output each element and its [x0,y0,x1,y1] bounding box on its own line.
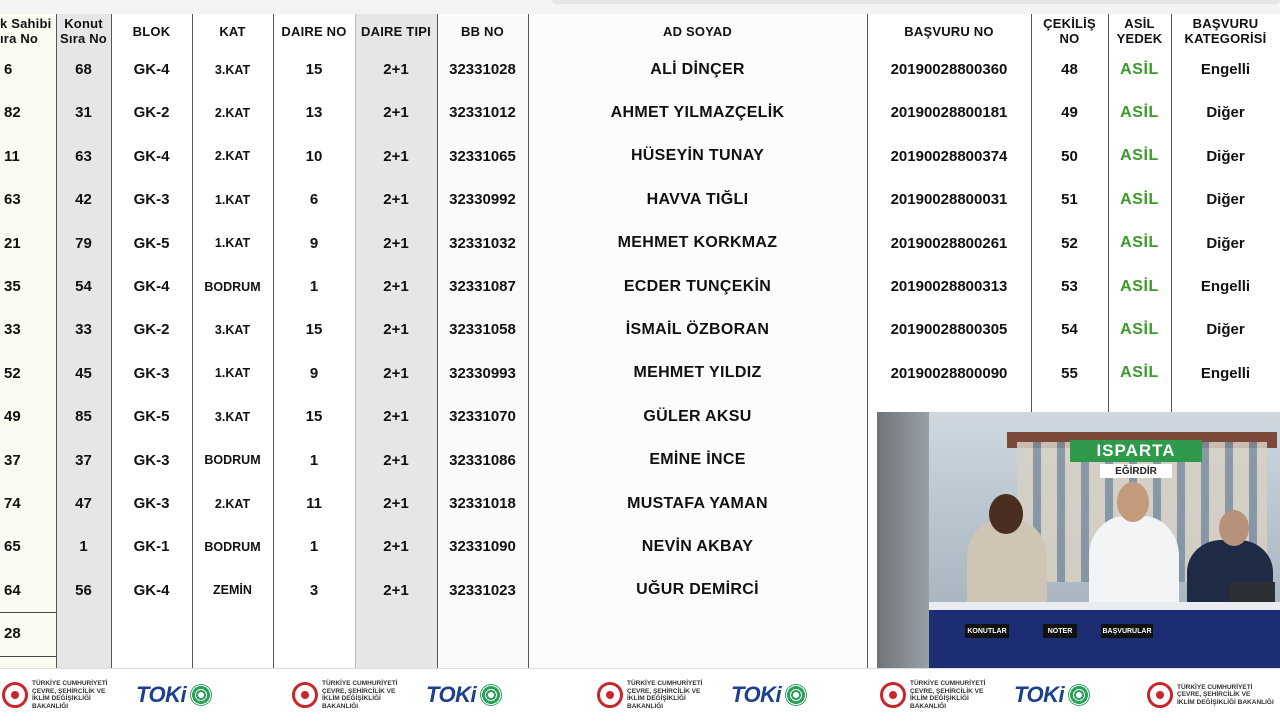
cell-basvuru-no: 20190028800360 [890,61,1008,78]
cell-daire-tipi: 2+1 [383,495,409,512]
live-video-overlay [877,412,1280,668]
ministry-seal-icon [1147,682,1173,708]
table-row [0,265,1280,308]
logo-group [2,675,212,715]
cell-basvuru-kategorisi: Diğer [1206,191,1245,209]
ministry-seal-icon [880,682,906,708]
logo-group [1147,675,1277,715]
presenter-woman [967,520,1047,615]
cell-cekilis-no: 51 [1061,191,1078,209]
cell-kat: 1.KAT [214,236,251,251]
cell-basvuru-kategorisi: Diğer [1206,321,1245,339]
header-cekilis-no: ÇEKİLİŞ NO [1043,16,1096,46]
cell-basvuru-kategorisi: Diğer [1206,104,1245,122]
cell-basvuru-no: 20190028800374 [890,147,1008,165]
cell-bb-no: 32331065 [449,147,516,165]
cell-asil-yedek: ASİL [1120,60,1159,78]
toki-logo: TOKi [731,682,782,707]
cell-basvuru-no: 20190028800090 [890,364,1008,382]
cell-daire-no: 1 [309,278,319,295]
cell-blok: GK-3 [133,451,170,469]
cell-hak-sahibi: 49 [4,408,21,426]
cell-basvuru-kategorisi: Diğer [1206,234,1245,252]
cell-ad-soyad: HÜSEYİN TUNAY [630,147,765,165]
cell-cekilis-no: 52 [1061,234,1078,252]
cell-daire-no: 1 [309,538,319,556]
ministry-text: TÜRKİYE CUMHURİYETİ ÇEVRE, ŞEHİRCİLİK VE İKLİM DEĞİŞİKLİĞİ BAKANLIĞI [1177,683,1274,706]
cell-daire-no: 15 [305,321,323,339]
cell-konut-sira: 68 [75,61,92,78]
cell-blok: GK-2 [133,321,170,339]
video-desk [929,610,1280,668]
header-basvuru-kategorisi: BAŞVURU KATEGORİSİ [1184,16,1267,46]
cell-ad-soyad: MUSTAFA YAMAN [627,494,768,512]
cell-ad-soyad: ALİ DİNÇER [650,60,745,78]
cell-daire-tipi: 2+1 [383,538,409,556]
cell-blok: GK-1 [133,538,170,556]
cell-daire-tipi: 2+1 [383,278,409,295]
footer-logos [0,668,1280,721]
cell-kat: ZEMİN [213,583,252,598]
toki-logo: TOKi [426,682,477,707]
cell-kat: 2.KAT [214,149,251,164]
cell-kat: 3.KAT [214,409,251,424]
toki-burst-icon [1068,684,1090,706]
header-daire-tipi: DAIRE TIPI [361,23,431,39]
cell-konut-sira: 33 [75,321,92,339]
cell-asil-yedek: ASİL [1120,320,1159,338]
toki-burst-icon [190,684,212,706]
cell-basvuru-no: 20190028800031 [890,191,1008,209]
cell-konut-sira: 37 [75,451,92,469]
cell-basvuru-no: 20190028800261 [890,234,1008,252]
video-city-banner: ISPARTA [1070,440,1202,462]
cell-bb-no: 32331028 [449,61,516,78]
cell-hak-sahibi: 65 [4,538,21,556]
cell-daire-no: 9 [309,364,319,382]
top-bar [0,0,1280,14]
toki-logo: TOKi [136,682,187,707]
cell-daire-no: 9 [309,234,319,252]
cell-basvuru-kategorisi: Diğer [1206,147,1245,165]
presenter-woman-head [989,494,1023,534]
cell-bb-no: 32331018 [449,495,516,512]
table-row [0,48,1280,91]
cell-blok: GK-3 [133,364,170,382]
cell-konut-sira: 31 [75,104,92,122]
ministry-text: TÜRKİYE CUMHURİYETİ ÇEVRE, ŞEHİRCİLİK VE İKLİM DEĞİŞİKLİĞİ BAKANLIĞI [32,680,108,710]
cell-konut-sira: 85 [75,408,92,426]
cell-asil-yedek: ASİL [1120,147,1159,165]
cell-bb-no: 32331058 [449,321,516,339]
cell-hak-sahibi: 74 [4,495,21,512]
cell-kat: BODRUM [204,453,261,468]
cell-bb-no: 32331023 [449,581,516,599]
cell-ad-soyad: MEHMET YILDIZ [633,364,762,382]
cell-ad-soyad: İSMAİL ÖZBORAN [625,320,770,338]
cell-basvuru-kategorisi: Engelli [1200,278,1251,295]
cell-daire-tipi: 2+1 [383,191,409,209]
cell-konut-sira: 1 [79,538,88,556]
cell-cekilis-no: 54 [1061,321,1078,339]
cell-bb-no: 32331090 [449,538,516,556]
cell-daire-tipi: 2+1 [383,104,409,122]
cell-blok: GK-3 [133,191,170,209]
cell-hak-sahibi: 33 [4,321,21,339]
ministry-text: TÜRKİYE CUMHURİYETİ ÇEVRE, ŞEHİRCİLİK VE İKLİM DEĞİŞİKLİĞİ BAKANLIĞI [910,680,986,710]
cell-asil-yedek: ASİL [1120,234,1159,252]
toki-logo: TOKi [1014,682,1065,707]
cell-bb-no: 32330992 [449,191,516,209]
cell-daire-no: 15 [305,61,323,78]
sign-basvurular: BAŞVURULAR [1101,624,1153,638]
cell-blok: GK-4 [133,61,170,78]
cell-hak-sahibi: 64 [4,581,21,599]
cell-hak-sahibi: 35 [4,278,21,295]
header-daire-no: DAIRE NO [281,23,347,39]
cell-bb-no: 32331032 [449,234,516,252]
video-district-label: EĞİRDİR [1100,464,1172,478]
ministry-text: TÜRKİYE CUMHURİYETİ ÇEVRE, ŞEHİRCİLİK VE İKLİM DEĞİŞİKLİĞİ BAKANLIĞI [322,680,398,710]
table-row [0,178,1280,221]
cell-blok: GK-4 [133,278,170,295]
logo-group [880,675,1090,715]
header-konut-sira: Konut Sıra No [60,16,107,46]
cell-daire-tipi: 2+1 [383,61,409,78]
cell-daire-tipi: 2+1 [383,408,409,426]
cell-bb-no: 32330993 [449,364,516,382]
table-row [0,352,1280,395]
sign-noter: NOTER [1043,624,1077,638]
ministry-seal-icon [597,682,623,708]
cell-hak-sahibi: 52 [4,364,21,382]
cell-cekilis-no: 48 [1061,61,1078,78]
cell-kat: 3.KAT [214,322,251,337]
cell-ad-soyad: GÜLER AKSU [643,407,752,425]
cell-blok: GK-3 [133,495,170,512]
cell-basvuru-kategorisi: Engelli [1200,364,1251,382]
cell-kat: BODRUM [204,279,261,294]
video-wall [877,412,929,668]
table-row [0,91,1280,134]
cell-cekilis-no: 50 [1061,147,1078,165]
cell-cekilis-no: 49 [1061,104,1078,122]
cell-kat: 1.KAT [214,366,251,381]
ministry-text: TÜRKİYE CUMHURİYETİ ÇEVRE, ŞEHİRCİLİK VE İKLİM DEĞİŞİKLİĞİ BAKANLIĞI [627,680,703,710]
cell-konut-sira: 47 [75,495,92,512]
cell-daire-tipi: 2+1 [383,451,409,469]
cell-blok: GK-5 [133,234,170,252]
cell-asil-yedek: ASİL [1120,103,1159,121]
cell-hak-sahibi: 82 [4,104,21,122]
logo-group [597,675,807,715]
cell-kat: 2.KAT [214,105,251,120]
top-pill [552,0,1280,4]
cell-konut-sira: 79 [75,234,92,252]
cell-hak-sahibi: 63 [4,191,21,209]
cell-bb-no: 32331070 [449,408,516,426]
cell-konut-sira: 54 [75,278,92,295]
cell-daire-no: 3 [309,581,319,599]
presenter-man [1089,516,1179,616]
sign-konutlar: KONUTLAR [965,624,1009,638]
ministry-seal-icon [2,682,28,708]
header-bb-no: BB NO [461,23,504,39]
cell-bb-no: 32331086 [449,451,516,469]
cell-daire-tipi: 2+1 [383,321,409,339]
cell-konut-sira: 45 [75,364,92,382]
cell-basvuru-kategorisi: Engelli [1200,61,1251,78]
header-basvuru-no: BAŞVURU NO [904,23,994,39]
cell-ad-soyad: EMİNE İNCE [649,451,746,469]
cell-daire-no: 6 [309,191,319,209]
input-row-hak[interactable]: 28 [4,625,21,642]
cell-konut-sira: 42 [75,191,92,209]
cell-bb-no: 32331012 [449,104,516,122]
cell-blok: GK-4 [133,147,170,165]
header-asil-yedek: ASİL YEDEK [1116,16,1163,46]
header-ad-soyad: AD SOYAD [662,23,733,39]
cell-ad-soyad: AHMET YILMAZÇELİK [610,103,785,121]
table-row [0,308,1280,351]
cell-ad-soyad: HAVVA TIĞLI [646,190,749,208]
ministry-seal-icon [292,682,318,708]
header-blok: BLOK [132,23,171,39]
table-row [0,222,1280,265]
cell-blok: GK-5 [133,408,170,426]
cell-konut-sira: 63 [75,147,92,165]
table-row [0,135,1280,178]
cell-bb-no: 32331087 [449,278,516,295]
presenter-man-head [1117,482,1149,522]
cell-daire-tipi: 2+1 [383,234,409,252]
cell-daire-tipi: 2+1 [383,364,409,382]
cell-kat: 2.KAT [214,496,251,511]
cell-daire-no: 13 [305,104,323,122]
cell-hak-sahibi: 37 [4,451,21,469]
cell-daire-no: 10 [305,147,323,165]
cell-ad-soyad: MEHMET KORKMAZ [617,234,778,252]
cell-cekilis-no: 55 [1061,364,1078,382]
cell-kat: 1.KAT [214,192,251,207]
cell-cekilis-no: 53 [1061,278,1078,295]
header-hak-sahibi: k Sahibi ıra No [0,16,52,46]
logo-group [292,675,502,715]
cell-konut-sira: 56 [75,581,92,599]
cell-asil-yedek: ASİL [1120,277,1159,295]
cell-asil-yedek: ASİL [1120,190,1159,208]
cell-hak-sahibi: 6 [4,61,13,78]
cell-daire-tipi: 2+1 [383,581,409,599]
cell-daire-no: 11 [306,495,322,512]
cell-hak-sahibi: 21 [4,234,21,252]
cell-basvuru-no: 20190028800313 [890,278,1008,295]
header-kat: KAT [219,23,246,39]
toki-burst-icon [480,684,502,706]
cell-ad-soyad: UĞUR DEMİRCİ [636,581,759,599]
cell-daire-no: 15 [305,408,323,426]
cell-blok: GK-2 [133,104,170,122]
cell-ad-soyad: ECDER TUNÇEKİN [623,277,772,295]
cell-ad-soyad: NEVİN AKBAY [641,537,754,555]
cell-kat: 3.KAT [214,62,251,77]
cell-kat: BODRUM [204,539,261,554]
cell-hak-sahibi: 11 [4,147,20,165]
cell-basvuru-no: 20190028800305 [890,321,1008,339]
cell-blok: GK-4 [133,581,170,599]
notary-man-head [1219,510,1249,546]
toki-burst-icon [785,684,807,706]
cell-daire-no: 1 [309,451,319,469]
cell-basvuru-no: 20190028800181 [890,104,1008,122]
cell-daire-tipi: 2+1 [383,147,409,165]
cell-asil-yedek: ASİL [1120,364,1159,382]
